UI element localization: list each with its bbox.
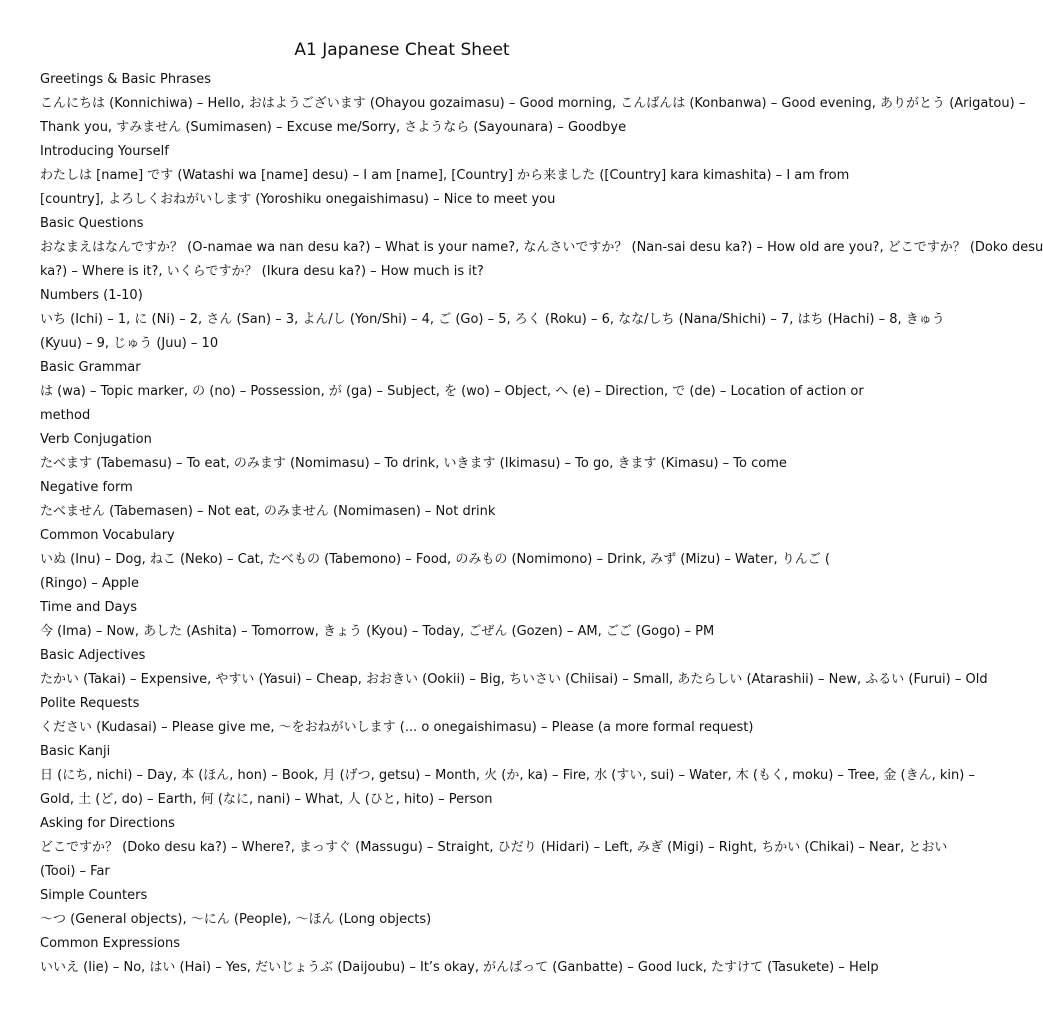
section-heading: Polite Requests: [40, 696, 140, 711]
section-heading: Numbers (1-10): [40, 288, 143, 303]
section-heading: Basic Adjectives: [40, 648, 146, 663]
section-text-line: どこですか？ (Doko desu ka?) – Where?, まっすぐ (Massugu) – Straight, ひだり (Hidari) – Left, みぎ (Migi) – Right, ちかい (Chikai) – Near, とおい: [40, 840, 948, 855]
section-body: [40, 452, 800, 476]
section-text-line: method: [40, 408, 91, 423]
section-text-line: (Kyuu) – 9, じゅう (Juu) – 10: [40, 336, 219, 351]
section-text-line: こんにちは (Konnichiwa) – Hello, おはようございます (Ohayou gozaimasu) – Good morning, こんばんは (Konbanwa) – Good evening, ありがとう (Arigatou) –: [40, 96, 1026, 111]
section-body: [40, 956, 879, 980]
section-text-line: (Ringo) – Apple: [40, 576, 140, 591]
section-body: [40, 380, 864, 428]
section-text-line: いいえ (Iie) – No, はい (Hai) – Yes, だいじょうぶ (Daijoubu) – It’s okay, がんばって (Ganbatte) – Good luck, たすけて (Tasukete) – Help: [40, 960, 879, 975]
section-text-line: たべます (Tabemasu) – To eat, のみます (Nomimasu) – To drink, いきます (Ikimasu) – To go, きます (Kimasu) – To come: [40, 456, 787, 471]
section-text-line: ください (Kudasai) – Please give me, 〜をおねがいします (... o onegaishimasu) – Please (a more formal request): [40, 720, 754, 735]
document-content: [40, 68, 1043, 980]
section-heading: Introducing Yourself: [40, 144, 169, 159]
section-body: [40, 548, 830, 596]
section-body: [40, 620, 800, 644]
section-text-line: 〜つ (General objects), 〜にん (People), 〜ほん (Long objects): [40, 912, 432, 927]
section-body: [40, 908, 800, 932]
section-body: [40, 500, 800, 524]
section-text-line: Thank you, すみません (Sumimasen) – Excuse me/Sorry, さようなら (Sayounara) – Goodbye: [40, 120, 627, 135]
section-text-line: (Tooi) – Far: [40, 864, 110, 879]
section-heading: Simple Counters: [40, 888, 148, 903]
section-text-line: たかい (Takai) – Expensive, やすい (Yasui) – Cheap, おおきい (Ookii) – Big, ちいさい (Chiisai) – Small, あたらしい (Atarashii) – New, ふるい (Furui) – Old: [40, 672, 988, 687]
section-text-line: おなまえはなんですか？ (O-namae wa nan desu ka?) – What is your name?, なんさいですか？ (Nan-sai desu ka?) – How old are you?, どこですか？ (Doko desu: [40, 240, 1043, 255]
section-text-line: いぬ (Inu) – Dog, ねこ (Neko) – Cat, たべもの (Tabemono) – Food, のみもの (Nomimono) – Drink, みず (Mizu) – Water, りんご (: [40, 552, 830, 567]
section-text-line: いち (Ichi) – 1, に (Ni) – 2, さん (San) – 3, よん/し (Yon/Shi) – 4, ご (Go) – 5, ろく (Roku) – 6, なな/しち (Nana/Shichi) – 7, はち (Hachi) – 8, きゅう: [40, 312, 945, 327]
section-heading: Asking for Directions: [40, 816, 175, 831]
section-text-line: 今 (Ima) – Now, あした (Ashita) – Tomorrow, きょう (Kyou) – Today, ごぜん (Gozen) – AM, ごご (Gogo) – PM: [40, 624, 715, 639]
section-heading: Common Vocabulary: [40, 528, 175, 543]
page-title: A1 Japanese Cheat Sheet: [294, 40, 510, 60]
section-body: [40, 308, 945, 356]
section-heading: Basic Kanji: [40, 744, 111, 759]
section-body: [40, 668, 988, 692]
section-body: [40, 716, 800, 740]
section-heading: Basic Grammar: [40, 360, 141, 375]
section-text-line: たべません (Tabemasen) – Not eat, のみません (Nomimasen) – Not drink: [40, 504, 496, 519]
section-body: [40, 764, 975, 812]
section-text-line: は (wa) – Topic marker, の (no) – Possession, が (ga) – Subject, を (wo) – Object, へ (e) – Direction, で (de) – Location of action or: [40, 384, 864, 399]
section-text-line: わたしは [name] です (Watashi wa [name] desu) – I am [name], [Country] から来ました ([Country] kara kimashita) – I am from: [40, 168, 850, 183]
section-heading: Basic Questions: [40, 216, 144, 231]
section-text-line: Gold, 土 (ど, do) – Earth, 何 (なに, nani) – What, 人 (ひと, hito) – Person: [40, 792, 493, 807]
section-heading: Time and Days: [40, 600, 137, 615]
section-body: [40, 92, 1026, 140]
section-heading: Common Expressions: [40, 936, 181, 951]
section-body: [40, 236, 1043, 284]
section-text-line: [country], よろしくおねがいします (Yoroshiku onegaishimasu) – Nice to meet you: [40, 192, 556, 207]
section-heading: Greetings & Basic Phrases: [40, 72, 211, 87]
section-heading: Negative form: [40, 480, 133, 495]
section-text-line: 日 (にち, nichi) – Day, 本 (ほん, hon) – Book, 月 (げつ, getsu) – Month, 火 (か, ka) – Fire, 水 (すい, sui) – Water, 木 (もく, moku) – Tree, 金 (きん, kin) –: [40, 768, 975, 783]
section-text-line: ka?) – Where is it?, いくらですか？ (Ikura desu ka?) – How much is it?: [40, 264, 484, 279]
section-body: [40, 836, 948, 884]
section-heading: Verb Conjugation: [40, 432, 152, 447]
section-body: [40, 164, 850, 212]
